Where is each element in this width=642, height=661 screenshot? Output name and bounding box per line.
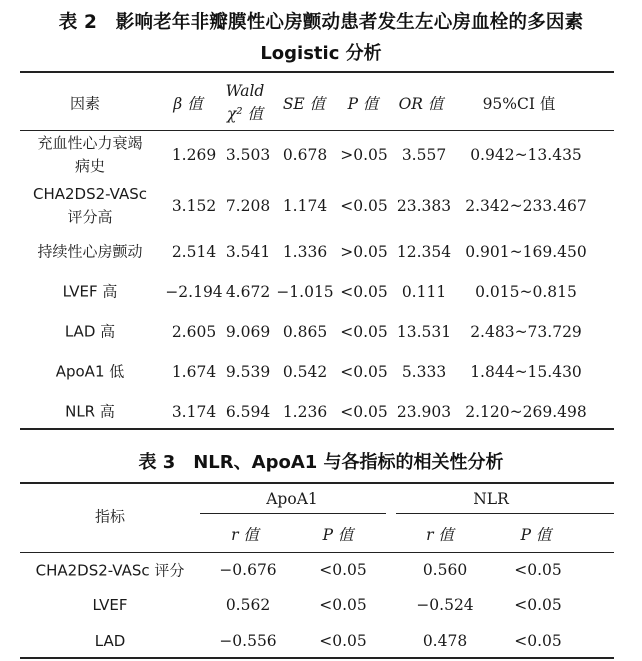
table2-header-wald-line2: χ² 值 <box>226 105 264 123</box>
table3-cell-r1: 0.562 <box>225 596 271 614</box>
table2-cell-wald: 3.541 <box>225 243 271 261</box>
table3-header-nlr: NLR <box>473 490 509 508</box>
row-label-line2: 评分高 <box>67 208 113 226</box>
table2-row-label <box>56 361 125 384</box>
row-label-line1: LVEF 高 <box>62 282 118 301</box>
table3-cell-r1: −0.676 <box>219 561 277 579</box>
table2-header-wald-line1: Wald <box>225 82 265 100</box>
table3-cell-r1: −0.556 <box>219 632 277 650</box>
table2-cell-wald: 9.539 <box>225 363 271 381</box>
table3-cell-p2: <0.05 <box>514 596 562 614</box>
table2-cell-beta: 2.605 <box>171 323 217 341</box>
table2-cell-beta: −2.194 <box>165 283 223 301</box>
table2-row-label <box>65 321 115 344</box>
table2-header-wald <box>226 80 265 126</box>
table2-cell-se: 0.678 <box>282 146 328 164</box>
table2-cell-ci: 2.342~233.467 <box>465 197 587 215</box>
table2-cell-ci: 1.844~15.430 <box>470 363 582 381</box>
table2-cell-se: 0.542 <box>282 363 328 381</box>
table2-cell-or: 13.531 <box>396 323 452 341</box>
table2-header-ci: 95%CI 值 <box>482 95 556 113</box>
table3-header-p1: P 值 <box>322 526 354 544</box>
table2-cell-p: <0.05 <box>340 363 388 381</box>
table2-header-se: SE 值 <box>282 95 326 113</box>
row-label-line1: LAD 高 <box>64 322 116 341</box>
table2-row-label <box>63 281 118 304</box>
row-label-line1: 充血性心力衰竭 <box>37 134 143 152</box>
table2-cell-p: >0.05 <box>340 243 388 261</box>
table2-cell-p: <0.05 <box>340 323 388 341</box>
table2-top-rule <box>20 71 614 73</box>
table3-apoa1-subrule <box>200 513 386 514</box>
table2-cell-beta: 3.174 <box>171 403 217 421</box>
table2-caption-line1: 表 2 影响老年非瓣膜性心房颤动患者发生左心房血栓的多因素 <box>58 12 584 33</box>
table2-cell-wald: 9.069 <box>225 323 271 341</box>
row-label-line1: ApoA1 低 <box>55 362 125 381</box>
table2-cell-ci: 0.015~0.815 <box>475 283 577 301</box>
table2-caption-line2: Logistic 分析 <box>260 43 382 64</box>
table2-header-p: P 值 <box>347 95 379 113</box>
table3-bottom-rule <box>20 657 614 659</box>
table2-cell-beta: 1.269 <box>171 146 217 164</box>
table2-bottom-rule <box>20 428 614 430</box>
table2-cell-wald: 6.594 <box>225 403 271 421</box>
table3-row-label: LVEF <box>92 596 128 614</box>
table2-cell-ci: 2.120~269.498 <box>465 403 587 421</box>
table2-row-label <box>37 132 142 178</box>
table2-cell-beta: 1.674 <box>171 363 217 381</box>
table2-cell-or: 23.383 <box>396 197 452 215</box>
table3-header-r1: r 值 <box>231 526 259 544</box>
table3-cell-p2: <0.05 <box>514 632 562 650</box>
table2-cell-se: −1.015 <box>276 283 334 301</box>
row-label-line1: CHA2DS2-VASc <box>32 185 148 203</box>
row-label-line1: NLR 高 <box>65 402 115 421</box>
table3-nlr-subrule <box>396 513 614 514</box>
table3-header-r2: r 值 <box>426 526 454 544</box>
table3-caption: 表 3 NLR、ApoA1 与各指标的相关性分析 <box>138 452 504 473</box>
table2-cell-or: 5.333 <box>401 363 447 381</box>
table3-cell-p1: <0.05 <box>319 561 367 579</box>
table2-cell-ci: 0.942~13.435 <box>470 146 582 164</box>
table3-top-rule <box>20 482 614 484</box>
table3-cell-p1: <0.05 <box>319 596 367 614</box>
table2-cell-or: 0.111 <box>401 283 447 301</box>
table2-header-beta-text: β 值 <box>173 95 203 113</box>
table2-cell-beta: 3.152 <box>171 197 217 215</box>
table2-cell-beta: 2.514 <box>171 243 217 261</box>
table3-cell-p1: <0.05 <box>319 632 367 650</box>
table2-cell-se: 0.865 <box>282 323 328 341</box>
table2-cell-or: 12.354 <box>396 243 452 261</box>
table2-cell-p: >0.05 <box>340 146 388 164</box>
table2-cell-wald: 4.672 <box>225 283 271 301</box>
table2-cell-p: <0.05 <box>340 283 388 301</box>
table3-cell-r2: 0.560 <box>422 561 468 579</box>
table2-header-beta <box>173 92 202 114</box>
table2-cell-ci: 2.483~73.729 <box>470 323 582 341</box>
row-label-line1: 持续性心房颤动 <box>37 242 143 261</box>
table3-header-index: 指标 <box>94 507 126 526</box>
table2-cell-wald: 7.208 <box>225 197 271 215</box>
table2-row-label <box>33 183 147 229</box>
table3-row-label: LAD <box>94 632 126 650</box>
row-label-line2: 病史 <box>74 157 106 175</box>
table3-header-rule <box>20 552 614 553</box>
table2-cell-se: 1.236 <box>282 403 328 421</box>
table2-header-factor: 因素 <box>69 94 101 113</box>
table2-row-label <box>65 401 115 424</box>
table2-cell-wald: 3.503 <box>225 146 271 164</box>
table2-cell-or: 23.903 <box>396 403 452 421</box>
table3-cell-r2: −0.524 <box>416 596 474 614</box>
table2-header-rule <box>20 130 614 131</box>
table2-cell-p: <0.05 <box>340 197 388 215</box>
table2-row-label <box>37 241 142 264</box>
table2-header-or: OR 值 <box>398 95 444 113</box>
table2-cell-se: 1.174 <box>282 197 328 215</box>
table3-cell-r2: 0.478 <box>422 632 468 650</box>
table3-row-label: CHA2DS2-VASc 评分 <box>35 561 185 580</box>
table2-cell-se: 1.336 <box>282 243 328 261</box>
table2-cell-or: 3.557 <box>401 146 447 164</box>
table2-cell-ci: 0.901~169.450 <box>465 243 587 261</box>
table3-cell-p2: <0.05 <box>514 561 562 579</box>
table3-header-p2: P 值 <box>520 526 552 544</box>
table2-cell-p: <0.05 <box>340 403 388 421</box>
table3-header-apoa1: ApoA1 <box>266 490 318 508</box>
